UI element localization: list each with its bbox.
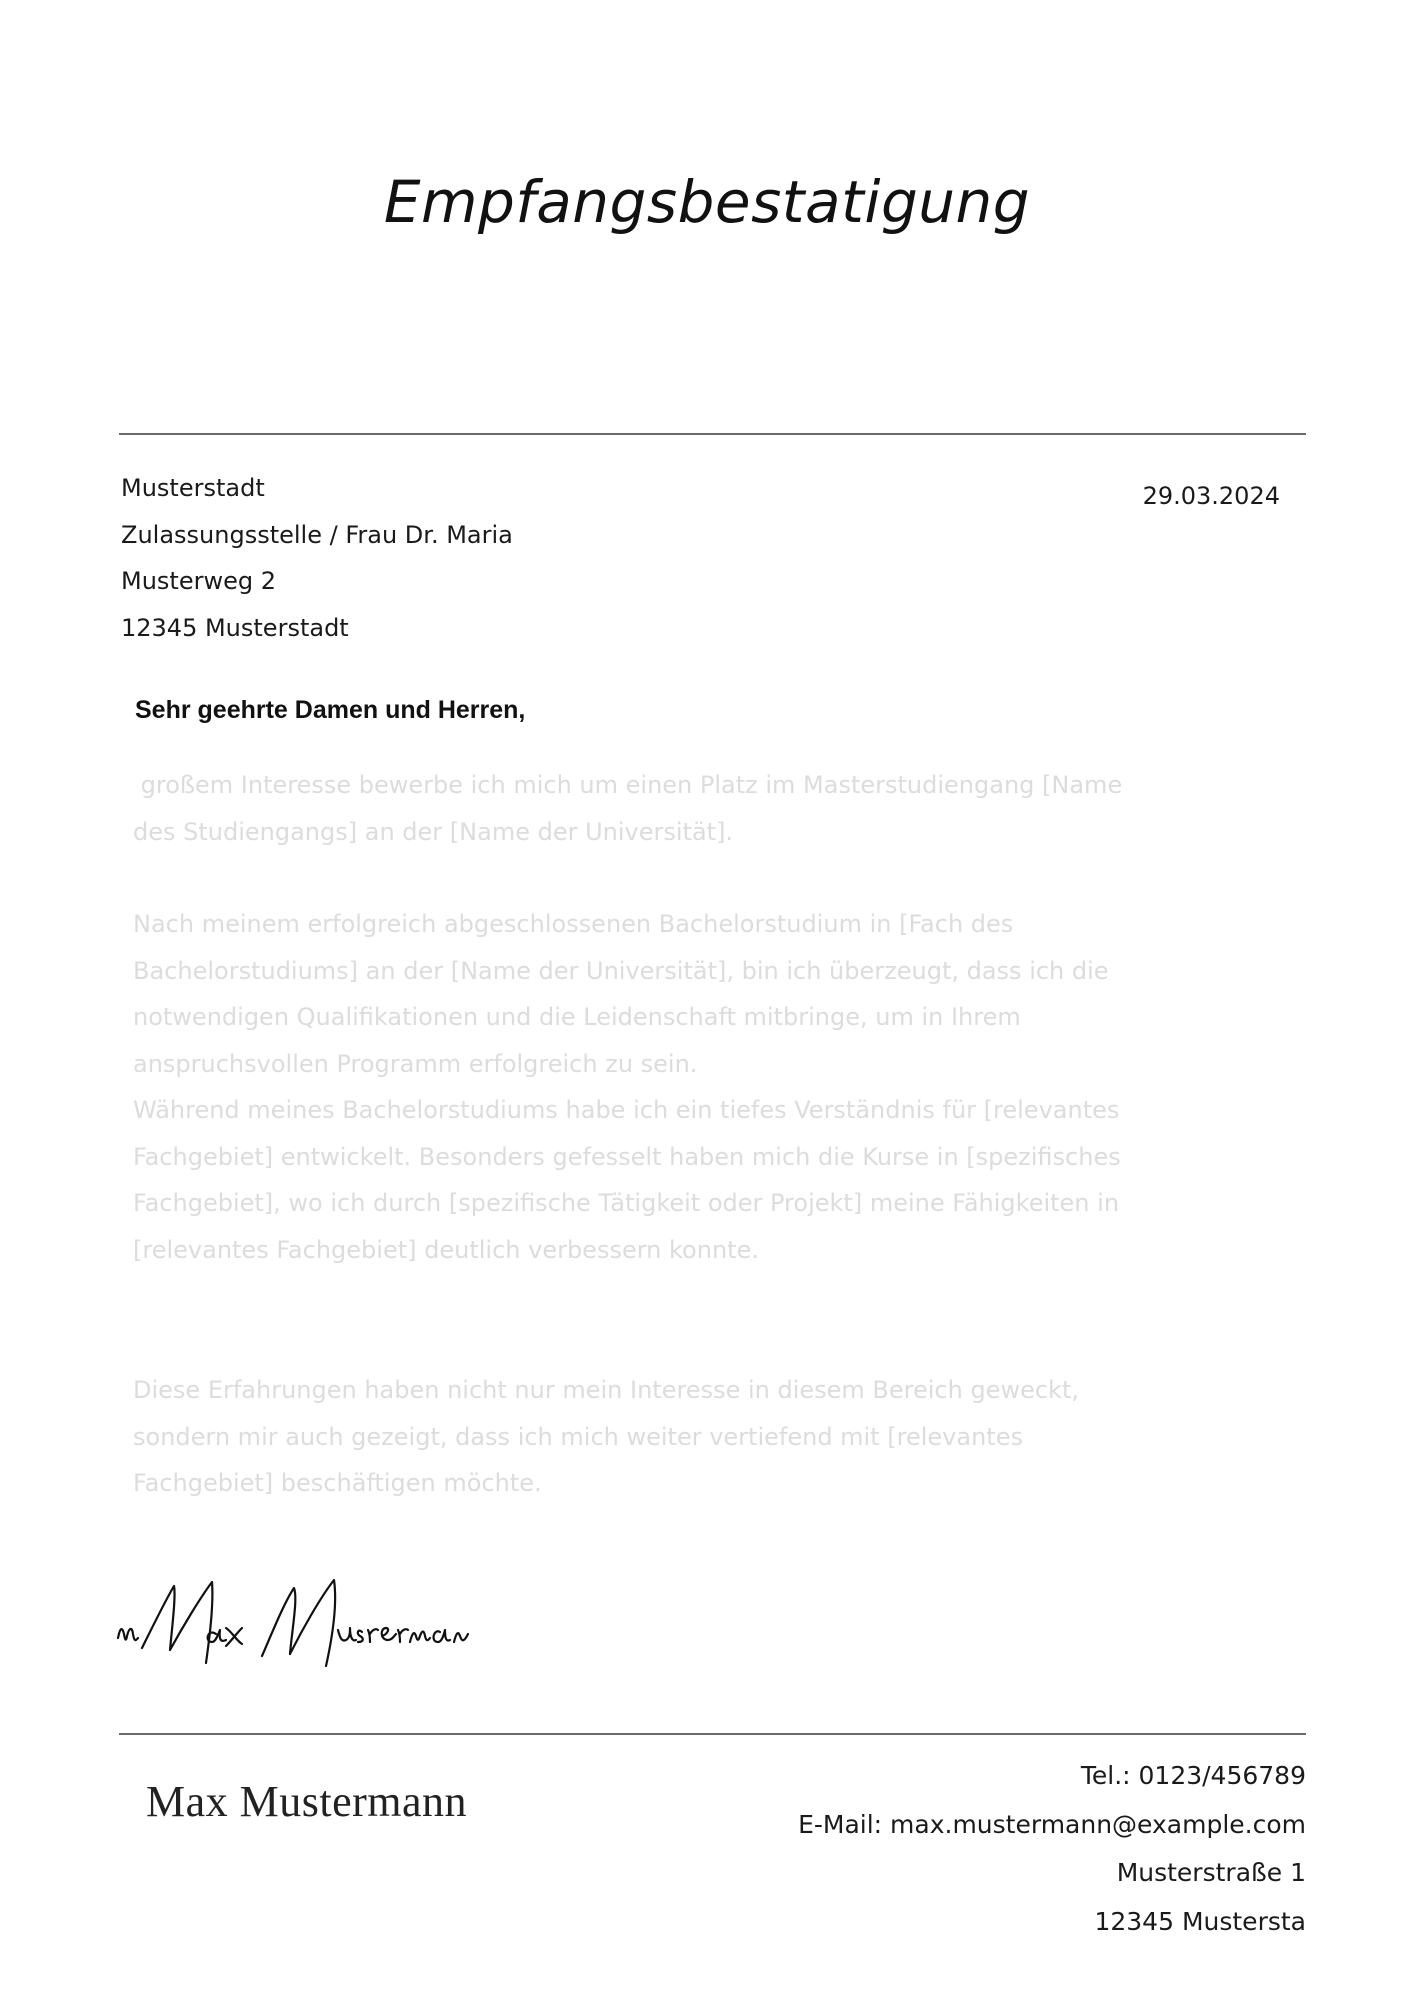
handwritten-signature [112, 1568, 512, 1678]
footer-divider [119, 1733, 1306, 1735]
body-line: Nach meinem erfolgreich abgeschlossenen Bachelorstudium in [Fach des [133, 910, 1014, 938]
recipient-line: Musterstadt [121, 474, 265, 502]
recipient-line: 12345 Musterstadt [121, 613, 349, 642]
contact-street: Musterstraße 1 [1116, 1858, 1306, 1887]
contact-city: 12345 Mustersta [1094, 1906, 1306, 1936]
salutation: Sehr geehrte Damen und Herren, [135, 696, 526, 724]
body-line: Während meines Bachelorstudiums habe ich ein tiefes Verständnis für [relevantes [133, 1096, 1120, 1124]
contact-phone: Tel.: 0123/456789 [1080, 1761, 1306, 1790]
recipient-line: Zulassungsstelle / Frau Dr. Maria [121, 520, 513, 549]
body-paragraph [133, 1370, 1079, 1510]
contact-details [798, 1756, 1306, 1950]
body-line: Fachgebiet], wo ich durch [spezifische Tätigkeit oder Projekt] meine Fähigkeiten in [133, 1189, 1120, 1217]
recipient-address [121, 470, 513, 656]
body-paragraph [133, 765, 1122, 858]
recipient-line: Musterweg 2 [121, 567, 276, 595]
body-line: Fachgebiet] beschäftigen möchte. [133, 1469, 542, 1497]
body-line: großem Interesse bewerbe ich mich um einen Platz im Masterstudiengang [Name [133, 771, 1123, 799]
body-line: anspruchsvollen Programm erfolgreich zu sein. [133, 1049, 698, 1078]
body-line: Fachgebiet] entwickelt. Besonders gefesselt haben mich die Kurse in [spezifisches [133, 1142, 1121, 1171]
body-line: sondern mir auch gezeigt, dass ich mich weiter vertiefend mit [relevantes [133, 1422, 1023, 1451]
header-divider [119, 433, 1306, 435]
sender-name: Max Mustermann [146, 1777, 468, 1826]
contact-email: E-Mail: max.mustermann@example.com [798, 1809, 1306, 1839]
letter-date: 29.03.2024 [1142, 482, 1280, 510]
body-line: Bachelorstudiums] an der [Name der Universität], bin ich überzeugt, dass ich die [133, 956, 1109, 985]
body-line: des Studiengangs] an der [Name der Universität]. [133, 817, 734, 846]
body-line: notwendigen Qualifikationen und die Leidenschaft mitbringe, um in Ihrem [133, 1003, 1021, 1031]
body-line: Diese Erfahrungen haben nicht nur mein Interesse in diesem Bereich geweckt, [133, 1376, 1079, 1404]
document-title: Empfangsbestatigung [383, 168, 1031, 236]
body-line: [relevantes Fachgebiet] deutlich verbessern konnte. [133, 1235, 759, 1264]
body-paragraph [133, 904, 1121, 1276]
